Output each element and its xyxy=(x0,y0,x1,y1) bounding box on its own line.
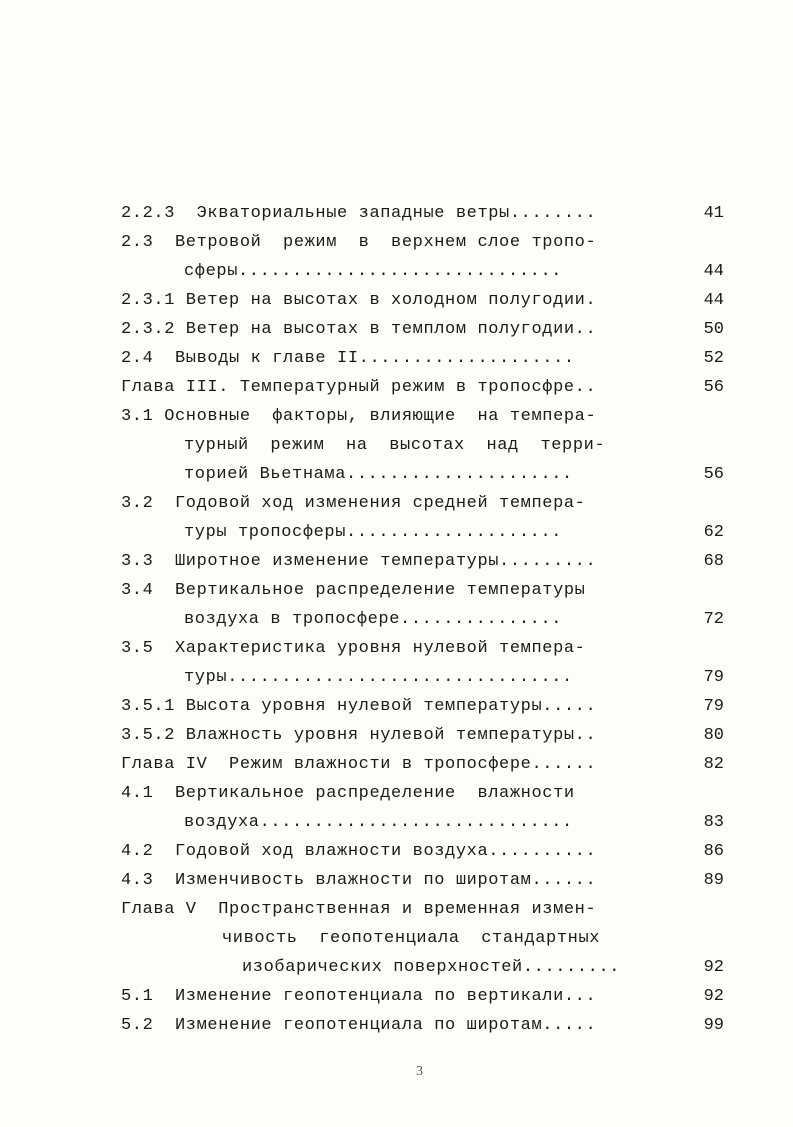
toc-entry xyxy=(0,315,793,344)
toc-entry-text: воздуха............................. xyxy=(184,813,573,832)
toc-entry xyxy=(0,663,793,692)
toc-entry-page: 79 xyxy=(703,668,724,687)
toc-entry-page: 99 xyxy=(703,1016,724,1035)
toc-entry-text: Глава IV Режим влажности в тропосфере...... xyxy=(121,755,597,774)
toc-entry-text: 2.3 Ветровой режим в верхнем слое тропо- xyxy=(121,233,597,252)
toc-entry-page: 52 xyxy=(703,349,724,368)
toc-entry xyxy=(0,199,793,228)
toc-entry-page: 41 xyxy=(703,204,724,223)
toc-entry-text: воздуха в тропосфере............... xyxy=(184,610,563,629)
toc-entry-text: 5.1 Изменение геопотенциала по вертикали... xyxy=(121,987,597,1006)
toc-entry xyxy=(0,518,793,547)
toc-entry-page: 92 xyxy=(703,987,724,1006)
toc-entry-page: 68 xyxy=(703,552,724,571)
toc-entry-text: 3.5.2 Влажность уровня нулевой температуры.. xyxy=(121,726,597,745)
toc-entry-text: 4.2 Годовой ход влажности воздуха.......... xyxy=(121,842,597,861)
toc-entry xyxy=(0,605,793,634)
toc-entry-text: 3.3 Широтное изменение температуры......... xyxy=(121,552,597,571)
toc-entry-page: 50 xyxy=(703,320,724,339)
toc-entry-page: 80 xyxy=(703,726,724,745)
toc-entry-text: туры................................ xyxy=(184,668,573,687)
toc-entry xyxy=(0,373,793,402)
toc-entry-page: 56 xyxy=(703,465,724,484)
toc-entry-page: 83 xyxy=(703,813,724,832)
toc-entry-text: 4.3 Изменчивость влажности по широтам...... xyxy=(121,871,597,890)
toc-entry-text: изобарических поверхностей......... xyxy=(242,958,621,977)
toc-entry-page: 82 xyxy=(703,755,724,774)
toc-entry-text: 3.4 Вертикальное распределение температуры xyxy=(121,581,586,600)
toc-entry xyxy=(0,895,793,924)
toc-entry xyxy=(0,489,793,518)
toc-entry xyxy=(0,286,793,315)
toc-entry-text: торией Вьетнама..................... xyxy=(184,465,573,484)
toc-entry xyxy=(0,460,793,489)
toc-entry xyxy=(0,953,793,982)
toc-entry-page: 62 xyxy=(703,523,724,542)
toc-entry xyxy=(0,547,793,576)
toc-entry-text: 2.3.2 Ветер на высотах в темплом полугодии.. xyxy=(121,320,597,339)
toc-entry-page: 89 xyxy=(703,871,724,890)
toc-entry xyxy=(0,228,793,257)
toc-entry-text: 5.2 Изменение геопотенциала по широтам..... xyxy=(121,1016,597,1035)
toc-entry-text: Глава III. Температурный режим в тропосфре.. xyxy=(121,378,597,397)
toc-entry xyxy=(0,750,793,779)
toc-entry-text: 3.2 Годовой ход изменения средней темпера- xyxy=(121,494,586,513)
toc-entry xyxy=(0,866,793,895)
toc-entry-text: чивость геопотенциала стандартных xyxy=(222,929,601,948)
toc-entry xyxy=(0,837,793,866)
toc-entry xyxy=(0,1011,793,1040)
toc-entry xyxy=(0,692,793,721)
toc-entry xyxy=(0,402,793,431)
toc-entry-text: 2.3.1 Ветер на высотах в холодном полугодии. xyxy=(121,291,597,310)
toc-entry-text: 3.5.1 Высота уровня нулевой температуры..... xyxy=(121,697,597,716)
toc-entry-page: 79 xyxy=(703,697,724,716)
toc-entry xyxy=(0,808,793,837)
toc-entry-page: 44 xyxy=(703,291,724,310)
toc-entry xyxy=(0,431,793,460)
toc-entry-page: 56 xyxy=(703,378,724,397)
toc-entry xyxy=(0,576,793,605)
toc-entry-text: туры тропосферы.................... xyxy=(184,523,563,542)
toc-entry xyxy=(0,924,793,953)
toc-entry xyxy=(0,721,793,750)
page-number: 3 xyxy=(416,1064,423,1079)
toc-entry-text: сферы.............................. xyxy=(184,262,563,281)
toc-entry-text: 2.2.3 Экваториальные западные ветры........ xyxy=(121,204,597,223)
toc-entry-text: 3.1 Основные факторы, влияющие на темпера- xyxy=(121,407,597,426)
toc-entry xyxy=(0,779,793,808)
toc-entry-page: 44 xyxy=(703,262,724,281)
toc-entry-page: 72 xyxy=(703,610,724,629)
toc-entry xyxy=(0,344,793,373)
toc-entry-page: 86 xyxy=(703,842,724,861)
toc-entry-text: 3.5 Характеристика уровня нулевой темпера- xyxy=(121,639,586,658)
toc-entry-text: Глава V Пространственная и временная измен- xyxy=(121,900,597,919)
toc-entry-text: турный режим на высотах над терри- xyxy=(184,436,606,455)
toc-entry xyxy=(0,257,793,286)
toc-entry-page: 92 xyxy=(703,958,724,977)
toc-entry-text: 4.1 Вертикальное распределение влажности xyxy=(121,784,575,803)
toc-entry xyxy=(0,982,793,1011)
toc-entry xyxy=(0,634,793,663)
toc-entry-text: 2.4 Выводы к главе II.................... xyxy=(121,349,575,368)
